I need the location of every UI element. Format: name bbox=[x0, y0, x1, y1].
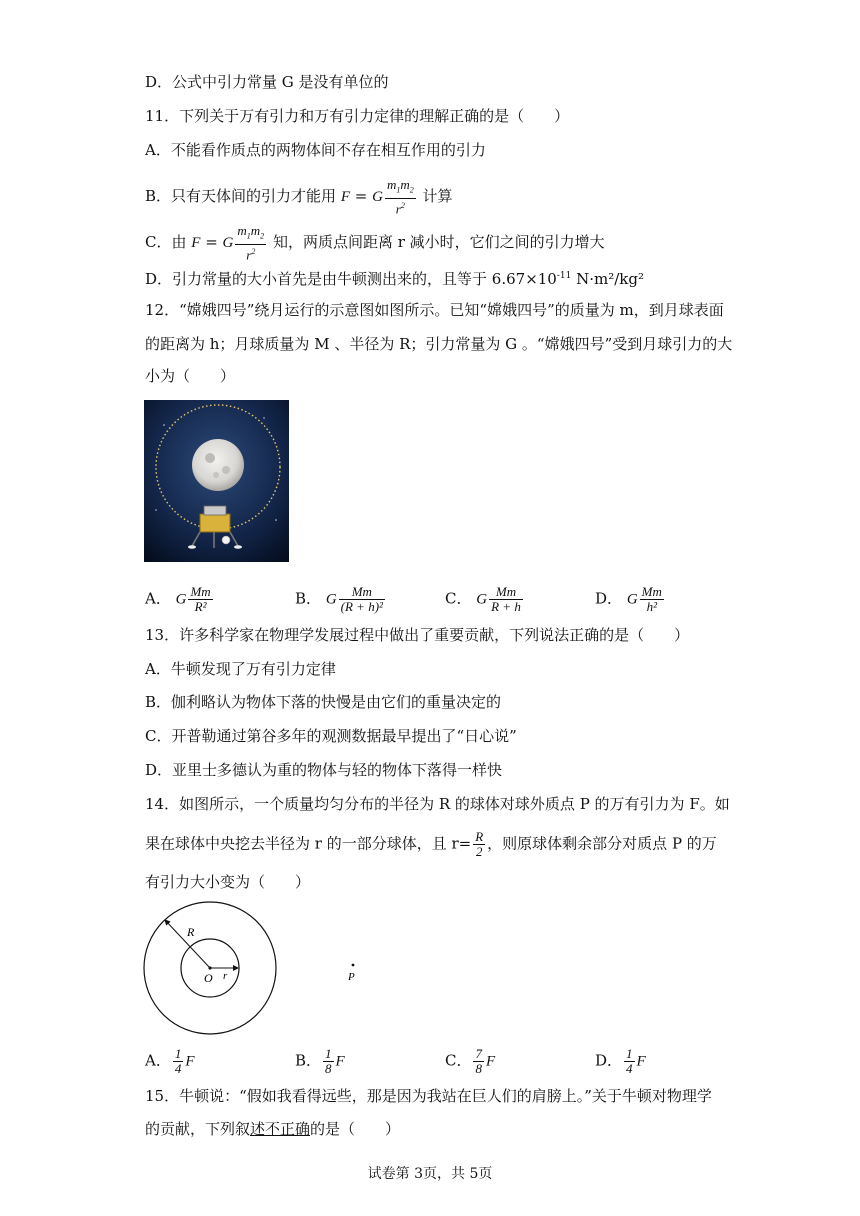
page-footer: 试卷第 3页，共 5页 bbox=[367, 1166, 493, 1182]
q12-line2: 的距离为 h；月球质量为 M 、半径为 R；引力常量为 G 。“嫦娥四号”受到月球引力的大 bbox=[145, 335, 733, 353]
q12-option-b bbox=[295, 585, 387, 614]
q12-option-a-label: A． bbox=[145, 589, 171, 608]
q11-option-d-text: D．引力常量的大小首先是由牛顿测出来的，且等于 6.67×10 bbox=[145, 270, 557, 288]
q11-option-d-exponent: -11 bbox=[556, 271, 572, 281]
q14-line3: 有引力大小变为（ ） bbox=[145, 873, 311, 891]
force-f: F bbox=[335, 1053, 345, 1070]
q12-option-c bbox=[445, 585, 525, 614]
fraction-denominator: 2 bbox=[475, 844, 483, 859]
q14-option-c bbox=[445, 1047, 495, 1076]
q14-line2-text: 果在球体中央挖去半径为 r 的一部分球体，且 r= bbox=[145, 834, 472, 853]
formula-denominator: R + h bbox=[491, 599, 521, 614]
formula-denominator: h² bbox=[646, 599, 657, 614]
formula-numerator: Mm bbox=[641, 584, 662, 599]
force-f: F bbox=[636, 1053, 646, 1070]
sphere-cavity-diagram bbox=[143, 898, 363, 1038]
gravity-formula: F = G $\frac{m_1m_2}{r^2}$ bbox=[191, 223, 265, 262]
label-center-o: O bbox=[204, 971, 213, 985]
q11-stem: 11．下列关于万有引力和万有引力定律的理解正确的是（ ） bbox=[145, 107, 570, 125]
formula-numerator: Mm bbox=[190, 584, 211, 599]
q11-option-d-unit: N·m²/kg² bbox=[571, 270, 645, 288]
formula-denominator: (R + h)² bbox=[340, 599, 383, 614]
q15-line2-text: 的贡献，下列叙 bbox=[145, 1120, 251, 1138]
constant-g: G bbox=[626, 591, 638, 608]
q14-option-a bbox=[145, 1047, 195, 1076]
q11-option-c-tail: 知，两质点间距离 r 减小时，它们之间的引力增大 bbox=[272, 232, 605, 251]
q11-option-a: A．不能看作质点的两物体间不存在相互作用的引力 bbox=[145, 141, 486, 159]
label-r-outer: R bbox=[187, 925, 195, 939]
q15-line2-tail: 的是（ ） bbox=[310, 1120, 401, 1138]
fraction-numerator: R bbox=[475, 829, 484, 844]
q11-option-b bbox=[145, 178, 453, 216]
fraction-denominator: 8 bbox=[475, 1061, 482, 1076]
q14-option-d bbox=[595, 1047, 646, 1076]
q12-option-d bbox=[595, 585, 666, 614]
gravity-formula: F = G $\frac{m_1m_2}{r^2}$ bbox=[340, 177, 414, 216]
q15-underlined-text: 述不正确 bbox=[250, 1120, 311, 1138]
point-p bbox=[352, 964, 355, 967]
q11-option-b-tail: 计算 bbox=[422, 186, 453, 205]
q12-line3: 小为（ ） bbox=[145, 367, 236, 385]
q14-option-b bbox=[295, 1047, 345, 1076]
fraction-numerator: 1 bbox=[325, 1046, 332, 1061]
label-r-inner: r bbox=[223, 970, 228, 982]
force-f: F bbox=[185, 1053, 195, 1070]
q11-option-b-text: B．只有天体间的引力才能用 bbox=[145, 186, 337, 205]
q14-option-a-label: A． bbox=[145, 1051, 171, 1070]
label-p: P bbox=[348, 971, 355, 983]
q14-option-b-label: B． bbox=[295, 1051, 322, 1070]
fraction-denominator: 8 bbox=[325, 1061, 332, 1076]
fraction-numerator: 1 bbox=[174, 1046, 182, 1061]
fraction-numerator: 1 bbox=[626, 1046, 633, 1061]
q15-line2 bbox=[145, 1119, 400, 1139]
q11-option-d bbox=[145, 266, 644, 289]
q12-line1: 12．“嫦娥四号”绕月运行的示意图如图所示。已知“嫦娥四号”的质量为 m，到月球表面 bbox=[145, 301, 724, 319]
q12-option-a bbox=[145, 585, 215, 614]
q13-stem: 13．许多科学家在物理学发展过程中做出了重要贡献，下列说法正确的是（ ） bbox=[145, 626, 690, 644]
q13-option-a: A．牛顿发现了万有引力定律 bbox=[145, 660, 336, 678]
q14-option-c-label: C． bbox=[445, 1051, 472, 1070]
constant-g: G bbox=[325, 591, 337, 608]
fraction-denominator: 4 bbox=[626, 1061, 633, 1076]
constant-g: G bbox=[175, 591, 187, 608]
change4-orbit-image bbox=[144, 400, 289, 562]
fraction-numerator: 7 bbox=[475, 1046, 482, 1061]
force-f: F bbox=[485, 1053, 496, 1070]
q14-line2-tail: ，则原球体剩余部分对质点 P 的万 bbox=[487, 834, 717, 853]
formula-numerator: Mm bbox=[489, 585, 523, 600]
q12-option-c-label: C． bbox=[445, 589, 472, 608]
q14-option-d-label: D． bbox=[595, 1051, 623, 1070]
formula-numerator: Mm bbox=[339, 585, 385, 600]
q10-option-d: D．公式中引力常量 G 是没有单位的 bbox=[145, 73, 389, 91]
q12-option-b-label: B． bbox=[295, 589, 322, 608]
constant-g: G bbox=[476, 591, 488, 608]
q13-option-d: D．亚里士多德认为重的物体与轻的物体下落得一样快 bbox=[145, 761, 503, 779]
q11-option-c bbox=[145, 224, 605, 262]
q14-line2 bbox=[145, 830, 717, 859]
q13-option-b: B．伽利略认为物体下落的快慢是由它们的重量决定的 bbox=[145, 693, 502, 711]
q12-option-d-label: D． bbox=[595, 589, 623, 608]
q14-line1: 14．如图所示，一个质量均匀分布的半径为 R 的球体对球外质点 P 的万有引力为 F。如 bbox=[145, 795, 730, 813]
q15-line1: 15．牛顿说：“假如我看得远些，那是因为我站在巨人们的肩膀上。”关于牛顿对物理学 bbox=[145, 1087, 712, 1105]
formula-denominator: R² bbox=[194, 599, 207, 614]
q11-option-c-text: C．由 bbox=[145, 232, 187, 251]
fraction-denominator: 4 bbox=[174, 1061, 182, 1076]
q13-option-c: C．开普勒通过第谷多年的观测数据最早提出了“日心说” bbox=[145, 727, 517, 745]
